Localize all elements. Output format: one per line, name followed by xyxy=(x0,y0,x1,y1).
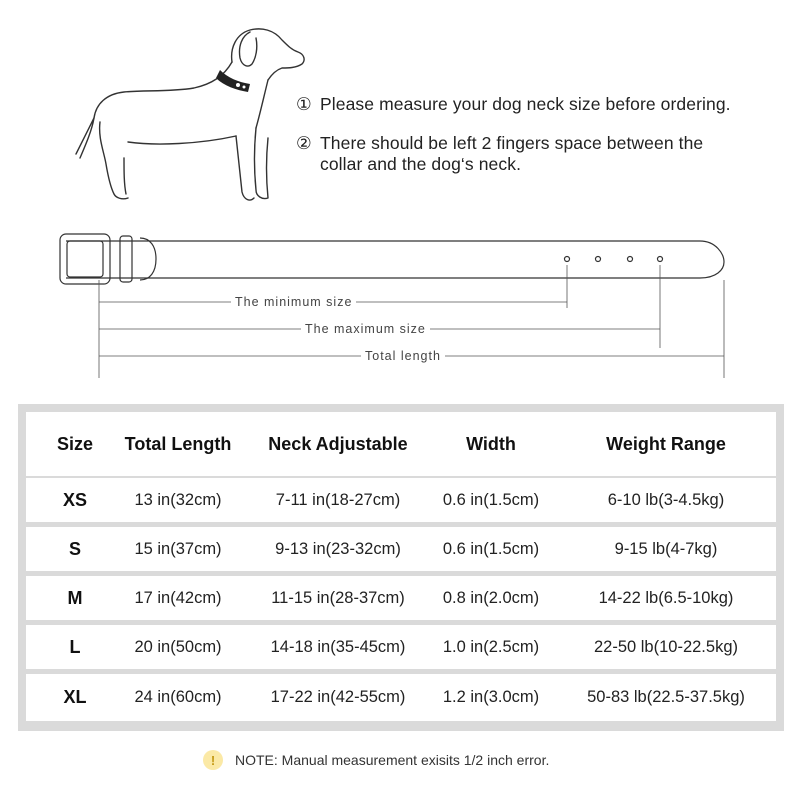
table-row xyxy=(26,576,776,620)
cell-width: 1.0 in(2.5cm) xyxy=(442,637,540,656)
instruction-1 xyxy=(296,94,731,115)
cell-weight-range: 22-50 lb(10-22.5kg) xyxy=(593,637,738,656)
cell-neck-adjustable: 9-13 in(23-32cm) xyxy=(275,539,401,558)
exclamation-icon: ! xyxy=(203,750,223,770)
cell-weight-range: 14-22 lb(6.5-10kg) xyxy=(598,588,734,607)
cell-total-length: 17 in(42cm) xyxy=(134,588,222,607)
instruction-1-text: Please measure your dog neck size before ordering. xyxy=(320,94,731,114)
collar-diagram xyxy=(0,220,800,390)
cell-weight-range: 6-10 lb(3-4.5kg) xyxy=(607,490,725,509)
dog-collar xyxy=(216,70,250,92)
cell-width: 0.6 in(1.5cm) xyxy=(442,539,540,558)
collar-hole xyxy=(658,257,663,262)
note-text: NOTE: Manual measurement exisits 1/2 inch error. xyxy=(235,752,550,768)
cell-total-length: 15 in(37cm) xyxy=(134,539,222,558)
header-size: Size xyxy=(56,433,94,454)
cell-size: XS xyxy=(62,489,87,510)
cell-neck-adjustable: 7-11 in(18-27cm) xyxy=(275,490,401,509)
total-length-label: Total length xyxy=(361,349,445,363)
table-row xyxy=(26,478,776,522)
collar-hole xyxy=(565,257,570,262)
header-total-length: Total Length xyxy=(124,433,232,454)
cell-width: 1.2 in(3.0cm) xyxy=(442,688,540,706)
cell-size: XL xyxy=(63,687,87,707)
cell-width: 0.6 in(1.5cm) xyxy=(442,490,540,509)
cell-neck-adjustable: 11-15 in(28-37cm) xyxy=(271,588,405,607)
note xyxy=(203,749,549,771)
table-row xyxy=(26,625,776,669)
header-neck-adjustable: Neck Adjustable xyxy=(268,433,408,454)
dog-illustration xyxy=(60,18,310,218)
cell-total-length: 24 in(60cm) xyxy=(134,688,222,706)
collar-hole xyxy=(628,257,633,262)
instruction-2-text-continued: collar and the dog‘s neck. xyxy=(320,154,522,174)
cell-width: 0.8 in(2.0cm) xyxy=(442,588,540,607)
cell-size: S xyxy=(68,538,81,559)
table-row xyxy=(26,527,776,571)
cell-total-length: 13 in(32cm) xyxy=(134,490,222,509)
instruction-2-number: ② xyxy=(296,133,312,153)
cell-size: L xyxy=(69,636,81,657)
instruction-2-text: There should be left 2 fingers space between the xyxy=(320,133,704,153)
maximum-size-label: The maximum size xyxy=(301,322,430,336)
cell-weight-range: 50-83 lb(22.5-37.5kg) xyxy=(587,688,745,706)
instruction-2 xyxy=(296,133,703,175)
header-weight-range: Weight Range xyxy=(606,433,726,454)
table-row xyxy=(26,674,776,721)
cell-total-length: 20 in(50cm) xyxy=(134,637,222,656)
header-width: Width xyxy=(466,433,516,454)
cell-neck-adjustable: 17-22 in(42-55cm) xyxy=(270,688,406,706)
table-header-row xyxy=(26,412,776,476)
instruction-1-number: ① xyxy=(296,94,312,114)
cell-neck-adjustable: 14-18 in(35-45cm) xyxy=(270,637,406,656)
collar-strap xyxy=(66,241,724,278)
cell-size: M xyxy=(67,587,83,608)
size-table xyxy=(18,404,784,731)
cell-weight-range: 9-15 lb(4-7kg) xyxy=(614,539,718,558)
collar-hole xyxy=(596,257,601,262)
minimum-size-label: The minimum size xyxy=(231,295,356,309)
